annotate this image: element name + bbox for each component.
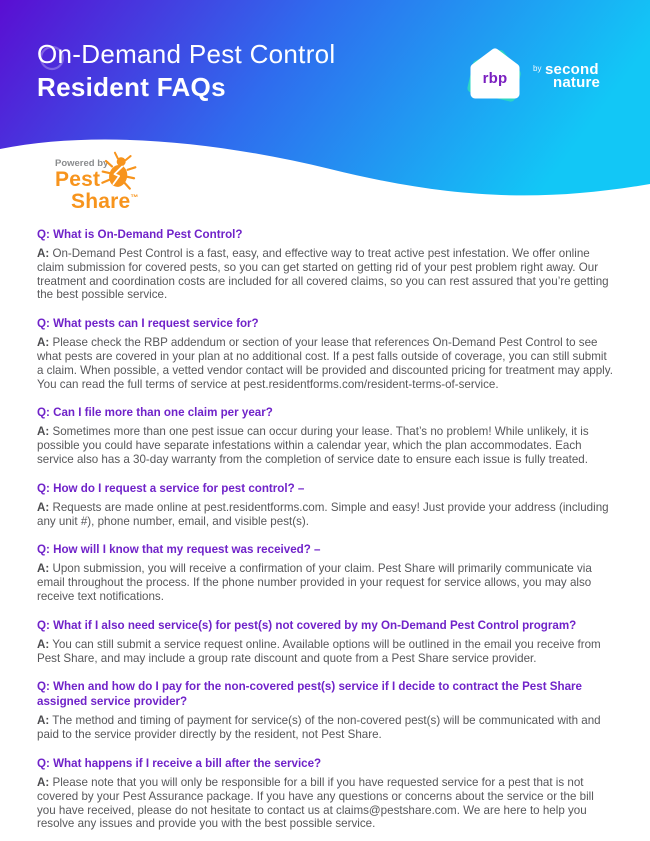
pest-wordmark: Pest — [55, 168, 101, 191]
faq-question: Q: When and how do I pay for the non-covered pest(s) service if I decide to contract the Pest Share assigned service provider? — [37, 680, 583, 709]
faq-answer: A: Please note that you will only be responsible for a bill if you have requested service for a pest that is not covered by your Pest Assurance package. If you have any questions or concerns about the service or the bill you have received, please do not hesitate to contact us at claims@pestshare.com. We are here to help you resolve any issues and provide you with the best possible service. — [37, 775, 594, 831]
faq-question: Q: How do I request a service for pest control? – — [37, 481, 305, 495]
faq-item — [37, 227, 613, 302]
faq-answer: A: Requests are made online at pest.residentforms.com. Simple and easy! Just provide your address (including any unit #), phone number, email, and visible pest(s). — [37, 500, 609, 528]
faq-question: Q: Can I file more than one claim per year? — [37, 406, 273, 420]
faq-question: Q: How will I know that my request was received? – — [37, 543, 321, 557]
faq-item — [37, 679, 613, 742]
faq-answer: A: The method and timing of payment for service(s) of the non-covered pest(s) will be communicated with and paid to the service provider directly by the resident, not Pest Share. — [37, 714, 601, 742]
share-wordmark: Share™ — [71, 190, 139, 213]
faq-item — [37, 618, 613, 666]
faq-item — [37, 481, 613, 529]
faq-question: Q: What pests can I request service for? — [37, 317, 259, 331]
trademark-symbol: ™ — [130, 193, 139, 202]
second-nature-wordmark — [533, 63, 600, 89]
faq-answer: A: Upon submission, you will receive a confirmation of your claim. Pest Share will primarily communicate via email throughout the process. If the phone number provided in your request for service allows, you may also receive text notifications. — [37, 562, 592, 603]
faq-item — [37, 316, 613, 391]
faq-answer: A: On-Demand Pest Control is a fast, easy, and effective way to treat active pest infestation. We offer online claim submission for covered pests, so you can get started on getting rid of your pest problem right away. Our treatment and coordination costs are included for all covered claims, so you can rest assured that you’re getting the best possible service. — [37, 247, 609, 302]
faq-answer: A: You can still submit a service request online. Available options will be outlined in the email you receive from Pest Share, and may include a group rate discount and quote from a Pest Share service provider. — [37, 637, 601, 665]
faq-question: Q: What happens if I receive a bill after the service? — [37, 756, 322, 770]
page-title-line1: On-Demand Pest Control — [37, 39, 336, 69]
pestshare-logo — [55, 158, 175, 211]
rbp-house-icon — [466, 46, 524, 106]
faq-item — [37, 405, 613, 466]
rbp-wordmark: rbp — [482, 70, 508, 87]
faq-answer: A: Sometimes more than one pest issue can occur during your lease. That’s no problem! While unlikely, it is possible you could have separate infestations within a calendar year, which the plan accommodates. Each service also has a 30-day warranty from the completion of service date to ensure each issue is fully treated. — [37, 425, 589, 466]
faq-answer: A: Please check the RBP addendum or section of your lease that references On-Demand Pest Control to see what pests are covered in your plan at no additional cost. If a pest falls outside of coverage, you can still submit a claim. When possible, a vetted vendor contact will be provided and discounted pricing for treatment may apply. You can read the full terms of service at pest.residentforms.com/resident-terms-of-service. — [37, 336, 613, 391]
by-label: by — [533, 64, 542, 73]
page-title-line2: Resident FAQs — [37, 72, 226, 102]
faq-item — [37, 542, 613, 603]
faq-list — [37, 227, 613, 831]
page-title — [37, 38, 336, 104]
faq-item — [37, 756, 613, 831]
second-nature-line1: second — [545, 61, 599, 78]
rbp-second-nature-logo — [466, 46, 600, 106]
powered-by-label: Powered by — [55, 158, 109, 169]
faq-question: Q: What is On-Demand Pest Control? — [37, 228, 243, 241]
faq-question: Q: What if I also need service(s) for pest(s) not covered by my On-Demand Pest Control program? — [37, 618, 577, 632]
second-nature-line2: nature — [553, 74, 601, 91]
